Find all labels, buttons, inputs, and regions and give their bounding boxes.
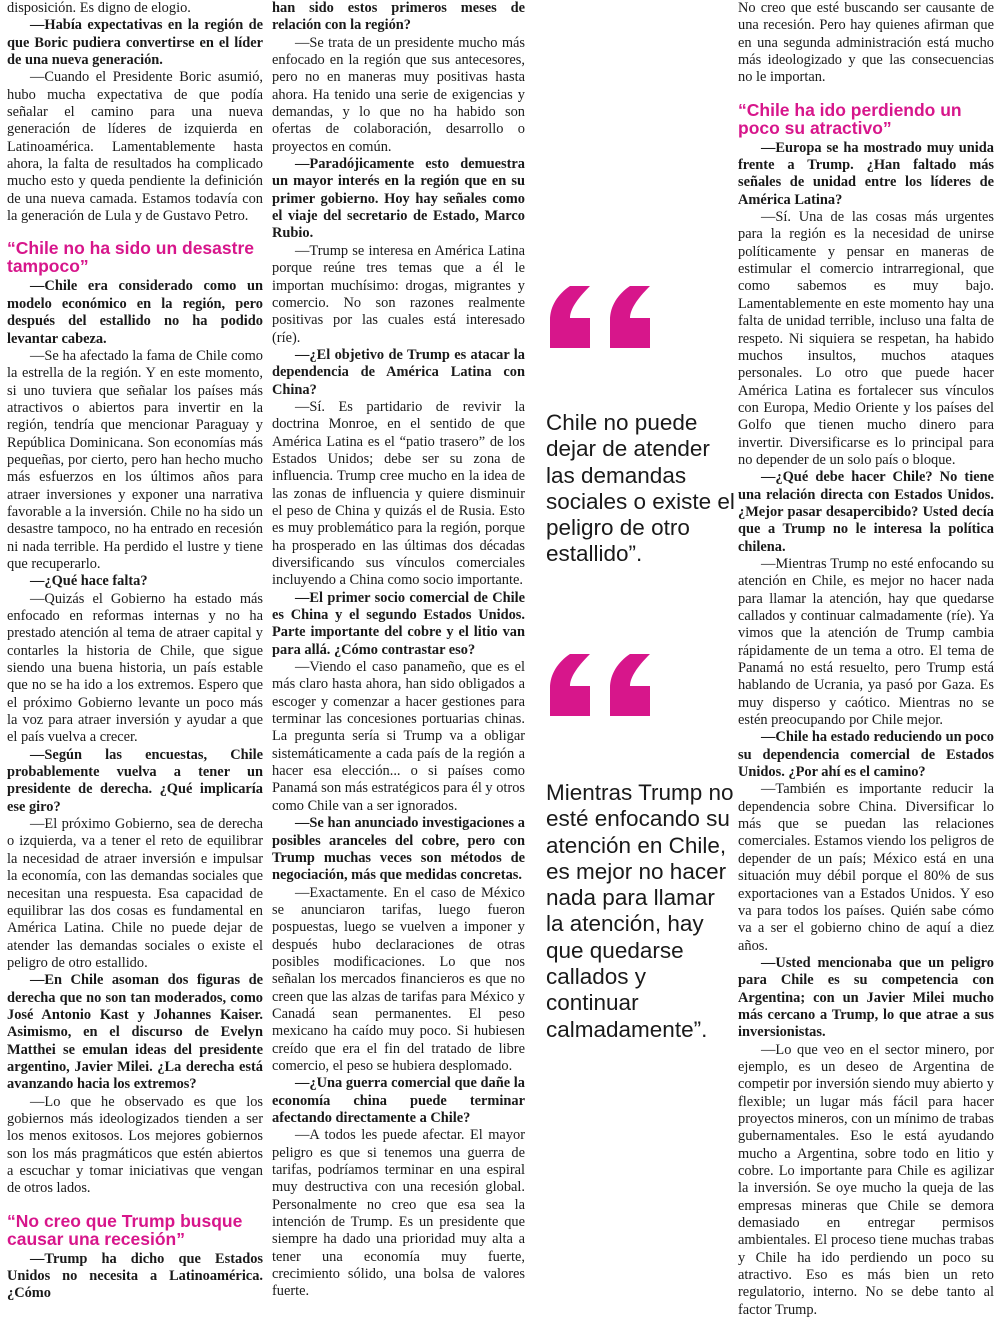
interview-answer: —Sí. Es partidario de revivir la doctrina Monroe, en el sentido de que América Latina es el “patio trasero” de los Estados Unidos; debe ser su zona de influencia. Trump cree mucho en la idea de las zonas de influencia y quiere disminuir el peso de China y quizás el de Rusia. Esto es muy problemático para la región, porque ha prosperado en las últimas dos décadas diversificando sus vínculos comerciales incluyendo a China como socio importante. (272, 398, 525, 589)
article-column-1 (7, 0, 263, 1303)
interview-answer: —Cuando el Presidente Boric asumió, hubo mucha expectativa de que podía señalar el camino para una nueva generación de líderes de izquierda en Latinoamérica. Lamentablemente hasta ahora, la falta de resultados ha complicado mucho esto y queda pendiente la definición de una nueva camada. Estamos todavía con la generación de Lula y de Gustavo Petro. (7, 69, 263, 225)
interview-answer: —Se trata de un presidente mucho más enfocado en la región que sus antecesores, pero no en maneras muy positivas hasta ahora. Ha tenido una serie de exigencias y demandas, y lo que no ha habido son ofertas de colaboración, desarrollo o proyectos en común. (272, 34, 525, 155)
interview-answer: —El próximo Gobierno, sea de derecha o izquierda, va a tener el reto de equilibrar la necesidad de atraer inversión e impulsar la economía, con las demandas sociales que necesitan una respuesta. Esa capacidad de equilibrar las dos cosas es fundamental en América Latina. Chile no puede dejar de atender las demandas sociales o existe el peligro de otro estallido. (7, 816, 263, 971)
interview-question: —Chile ha estado reduciendo un poco su dependencia comercial de Estados Unidos. ¿Por ahí es el camino? (738, 729, 994, 781)
interview-question: —¿El objetivo de Trump es atacar la dependencia de América Latina con China? (272, 346, 525, 398)
interview-question: —Se han anunciado investigaciones a posibles aranceles del cobre, pero con Trump muchas veces son métodos de negociación, más que medidas concretas. (272, 815, 525, 884)
quote-mark-left-shape (550, 286, 590, 348)
interview-question: —Chile era considerado como un modelo económico en la región, pero después del estallido no ha podido levantar cabeza. (7, 278, 263, 347)
article-column-2 (272, 0, 525, 1301)
interview-answer: —Lo que veo en el sector minero, por ejemplo, es un deseo de Argentina de competir por inversión siendo muy abierto y flexible; un lugar más fácil para hacer proyectos mineros, con un mínimo de trabas gubernamentales. Eso le está ayudando mucho a Argentina, sobre todo en litio y cobre. Lo importante para Chile es agilizar la inversión. Se oye mucho la queja de las empresas mineras que Chile se demora demasiado en entregar permisos ambientales. El proceso tiene muchas trabas y Chile ha ido perdiendo un poco su atractivo. Eso es más bien un reto regulatorio, interno. No se debe tanto al factor Trump. (738, 1041, 994, 1318)
quote-mark-left-shape (550, 654, 590, 716)
interview-question: —Según las encuestas, Chile probablemente vuelva a tener un presidente de derecha. ¿Qué implicaría ese giro? (7, 746, 263, 815)
interview-question: —¿Qué debe hacer Chile? No tiene una relación directa con Estados Unidos. ¿Mejor pasar desapercibido? Usted decía que a Trump no le interesa la política chilena. (738, 469, 994, 555)
section-subheading: “No creo que Trump busque causar una recesión” (7, 1210, 243, 1249)
interview-question: —¿Una guerra comercial que dañe la economía china puede terminar afectando directamente a Chile? (272, 1075, 525, 1126)
quote-mark-right-shape (610, 286, 650, 348)
interview-question: —Usted mencionaba que un peligro para Chile es su competencia con Argentina; con un Javier Milei mucho más cercano a Trump, lo que atrae a sus inversionistas. (738, 954, 994, 1041)
interview-question: —Europa se ha mostrado muy unida frente a Trump. ¿Han faltado más señales de unidad entre los líderes de América Latina? (738, 139, 994, 208)
interview-question: —Paradójicamente esto demuestra un mayor interés en la región que en su primer gobierno. Hoy hay señales como el viaje del secretario de Estado, Marco Rubio. (272, 156, 525, 242)
interview-question: —¿Qué hace falta? (30, 573, 148, 590)
pull-quote-2: Mientras Trump no esté enfocando su atención en Chile, es mejor no hacer nada para llamar la atención, hay que quedarse callados y continuar calmadamente”. (546, 780, 734, 1042)
open-quote-icon (546, 282, 656, 350)
quote-mark-right-shape (610, 654, 650, 716)
article-column-3 (738, 0, 994, 1319)
interview-answer: —Sí. Una de las cosas más urgentes para la región es la necesidad de unirse políticamente y pensar en maneras de estimular el comercio intrarregional, que como sabemos es muy bajo. Lamentablemente en este momento hay una falta de unidad terrible, incluso una falta de respeto. Ni siquiera se respetan, ha habido muchos insultos, muchos ataques personales. Lo otro que puede hacer América Latina es fortalecer sus vínculos con Europa, Medio Oriente y los países del Golfo que tienen mucho dinero para invertir. Diversificarse es lo principal para no depender de un solo país o bloque. (738, 209, 994, 468)
interview-answer: —Trump se interesa en América Latina porque reúne tres temas que a él le importan muchísimo: drogas, migrantes y comercio. No son razones realmente positivas por las cuales está interesado (ríe). (272, 242, 525, 346)
body-paragraph: No creo que esté buscando ser causante de una recesión. Pero hay quienes afirman que en una segunda administración está mucho más ideologizado y que las consecuencias no le importan. (738, 0, 994, 86)
interview-question: —En Chile asoman dos figuras de derecha que no son tan moderados, como José Antonio Kast y Johannes Kaiser. Asimismo, en el discurso de Evelyn Matthei se emulan ideas del presidente argentino, Javier Milei. ¿La derecha está avanzando hacia los extremos? (7, 972, 263, 1093)
section-subheading: “Chile ha ido perdiendo un poco su atractivo” (738, 99, 962, 138)
section-subheading: “Chile no ha sido un desastre tampoco” (7, 238, 254, 277)
interview-answer: —Viendo el caso panameño, que es el más claro hasta ahora, han sido obligados a escoger y comenzar a hacer gestiones para terminar las concesiones portuarias chinas. La pregunta sería si Trump va a obligar sistemáticamente a cada país de la región a hacer esa elección... o si países como Panamá son más estratégicos para él y otros como Chile van a ser ignorados. (272, 659, 525, 814)
pull-quote-1: Chile no puede dejar de atender las demandas sociales o existe el peligro de otro estallido”. (546, 410, 735, 567)
interview-answer: —También es importante reducir la dependencia sobre China. Diversificar lo más que se puedan las relaciones comerciales. Estamos viendo los peligros de depender de un país; México está en una situación muy débil porque el 80% de sus exportaciones van a Estados Unidos. Y eso va para todos los países. Quién sabe cómo va a ser el gobierno chino de aquí a diez años. (738, 781, 994, 954)
interview-question: han sido estos primeros meses de relación con la región? (272, 0, 525, 34)
interview-question: —Trump ha dicho que Estados Unidos no necesita a Latinoamérica. ¿Cómo (7, 1250, 263, 1302)
interview-answer: —Exactamente. En el caso de México se anunciaron tarifas, luego fueron pospuestas, luego se vuelven a imponer y después hubo declaraciones de otras posibles modificaciones. Lo que nos señalan los mercados financieros es que no creen que las alzas de tarifas para México y Canadá sean permanentes. El peso mexicano ha caído muy poco. Si hubiesen creído que era el fin del tratado de libre comercio, el peso se hubiera desplomado. (272, 884, 525, 1074)
interview-answer: —Quizás el Gobierno ha estado más enfocado en reformas internas y no ha prestado atención al tema de atraer capital y contarles la historia de Chile, que sigue siendo una buena historia, un país estable que no se ha ido a los extremos. Espero que el próximo Gobierno levante un poco más la voz para atraer inversión y ayudar a que el país vuelva a crecer. (7, 590, 263, 746)
interview-answer: —A todos les puede afectar. El mayor peligro es que si tenemos una guerra de tarifas, podríamos terminar en una espiral muy destructiva con una recesión global. Personalmente no creo que esa sea la intención de Trump. Es un presidente que siempre ha dado una prioridad muy alta a tener una economía muy fuerte, crecimiento sólido, una bolsa de valores fuerte. (272, 1127, 525, 1300)
interview-answer: —Mientras Trump no esté enfocando su atención en Chile, es mejor no hacer nada para llamar la atención, hay que quedarse callados y continuar calmadamente (ríe). Ya vimos que la atención de Trump cambia rápidamente de un tema a otro. El tema de Panamá no está resuelto, pero Trump está hablando de Ucrania, ya pasó por Gaza. Es muy disperso y caótico. Mientras no se estén preocupando por Chile mejor. (738, 555, 994, 729)
interview-question: —Había expectativas en la región de que Boric pudiera convertirse en el líder de una nueva generación. (7, 17, 263, 69)
open-quote-icon (546, 650, 656, 718)
body-paragraph: disposición. Es digno de elogio. (7, 0, 191, 16)
interview-question: —El primer socio comercial de Chile es China y el segundo Estados Unidos. Parte importante del cobre y el litio van para allá. ¿Cómo contrastar eso? (272, 589, 525, 658)
interview-answer: —Lo que he observado es que los gobiernos más ideologizados tienden a ser los menos exitosos. Los mejores gobiernos son los más pragmáticos que estén abiertos a escuchar y tomar iniciativas que vengan de otros lados. (7, 1093, 263, 1197)
interview-answer: —Se ha afectado la fama de Chile como la estrella de la región. Y en este momento, si uno tuviera que señalar los países más atractivos o abiertos para invertir en la región, tendría que mencionar Paraguay y República Dominicana. Son economías más pequeñas, por cierto, pero han hecho mucho más esfuerzos en los últimos años para atraer inversiones y exponer una narrativa favorable a la inversión. Chile no ha sido un desastre tampoco, no ha entrado en recesión ni nada terrible. Ha perdido el lustre y tiene que recuperarlo. (7, 347, 263, 572)
